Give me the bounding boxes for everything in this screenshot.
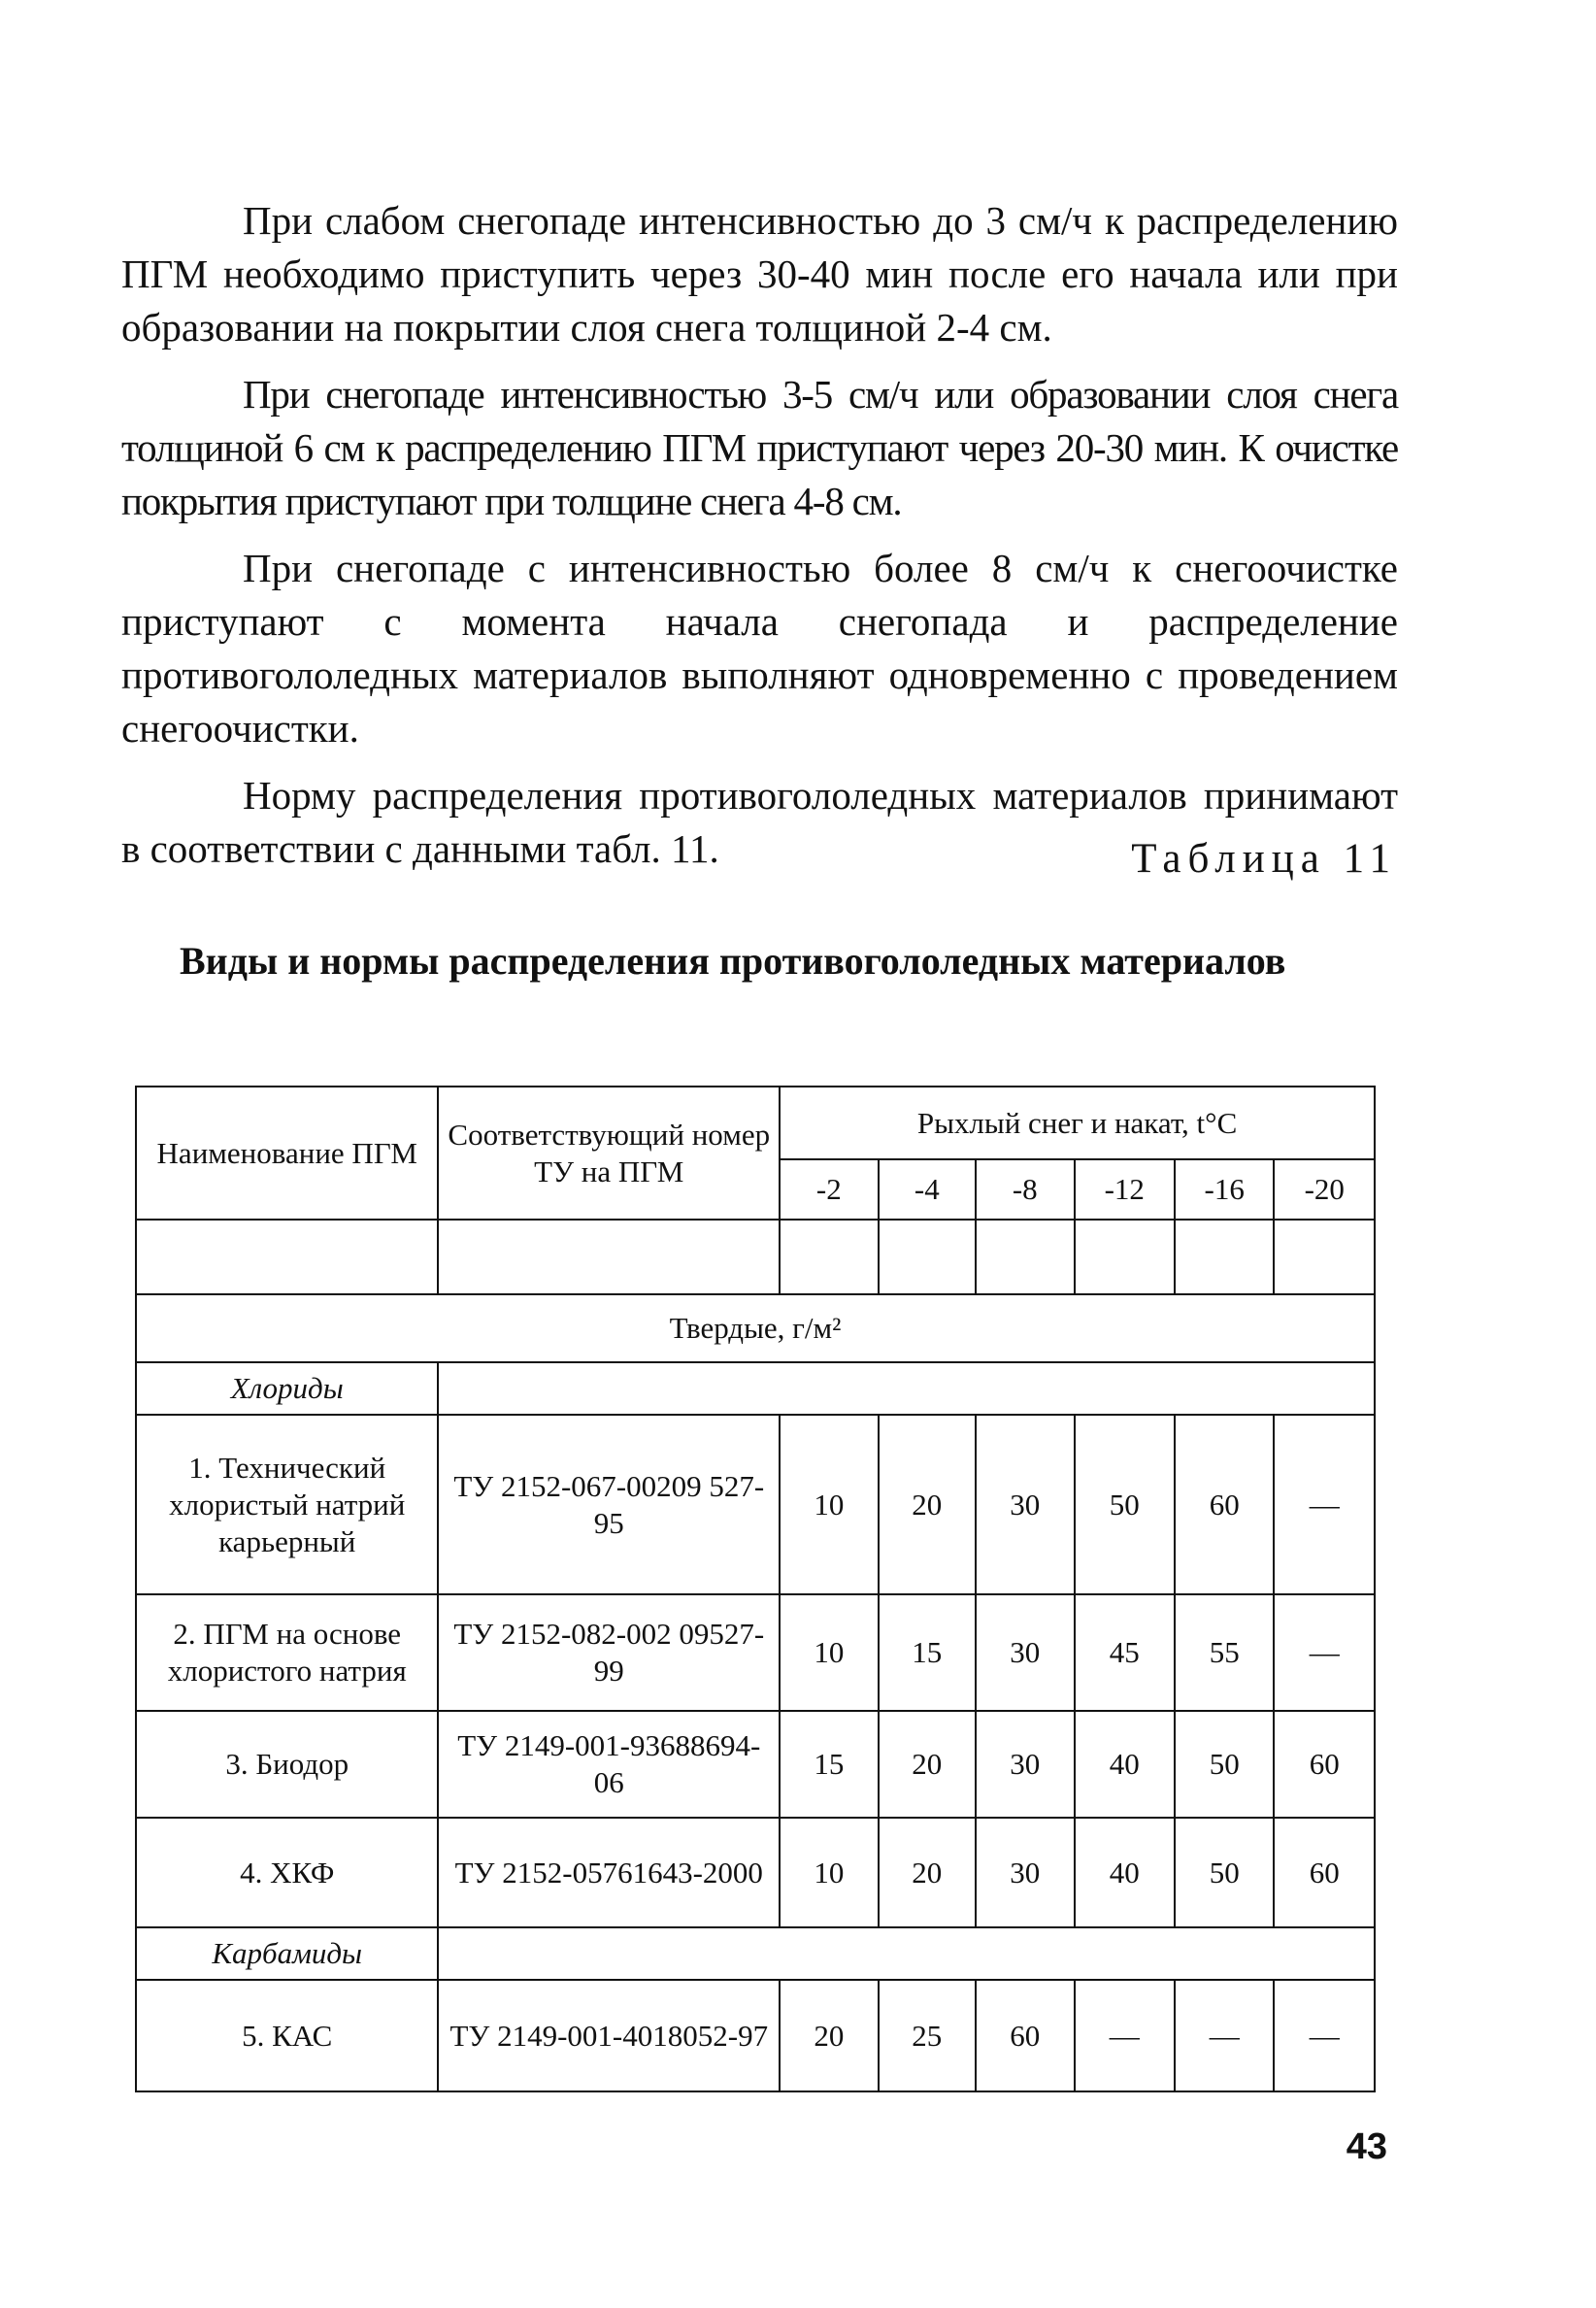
header-name: Наименование ПГМ (136, 1087, 438, 1220)
value-cell: 30 (976, 1818, 1074, 1927)
material-name: 2. ПГМ на основе хлористого натрия (136, 1594, 438, 1711)
header-temp: -12 (1075, 1159, 1175, 1220)
column-number (1175, 1220, 1274, 1294)
value-cell: 40 (1075, 1818, 1175, 1927)
header-temp: -16 (1175, 1159, 1274, 1220)
value-cell: — (1274, 1415, 1375, 1594)
group-name: Карбамиды (136, 1927, 438, 1980)
header-temp: -4 (879, 1159, 976, 1220)
table-row (136, 1818, 1375, 1927)
paragraph-3: При снегопаде с интенсивностью более 8 см/ч к снегоочистке приступают с момента начала снегопада и распределение противогололедных материалов выполняют одновременно с проведением снегоочистки. (121, 546, 1398, 751)
column-number (879, 1220, 976, 1294)
table-row (136, 1711, 1375, 1818)
norms-table (135, 1086, 1376, 2092)
value-cell: 60 (1175, 1415, 1274, 1594)
material-tu: ТУ 2149-001-93688694-06 (438, 1711, 780, 1818)
column-number-row (136, 1220, 1375, 1294)
value-cell: 45 (1075, 1594, 1175, 1711)
value-cell: — (1274, 1980, 1375, 2091)
material-tu: ТУ 2152-082-002 09527-99 (438, 1594, 780, 1711)
group-spacer (438, 1927, 1375, 1980)
value-cell: — (1075, 1980, 1175, 2091)
table-row (136, 1980, 1375, 2091)
value-cell: — (1175, 1980, 1274, 2091)
material-name: 1. Технический хлористый натрий карьерный (136, 1415, 438, 1594)
material-tu: ТУ 2152-067-00209 527-95 (438, 1415, 780, 1594)
value-cell: 20 (879, 1711, 976, 1818)
body-text (121, 194, 1398, 889)
table-row (136, 1594, 1375, 1711)
paragraph-4: Норму распределения противогололедных материалов принимают в соответствии с данными табл. 11. (121, 773, 1398, 871)
group-name: Хлориды (136, 1362, 438, 1415)
page-number: 43 (1346, 2126, 1387, 2167)
value-cell: 50 (1075, 1415, 1175, 1594)
column-number (438, 1220, 780, 1294)
header-row-1 (136, 1087, 1375, 1159)
group-row (136, 1362, 1375, 1415)
value-cell: 50 (1175, 1711, 1274, 1818)
material-tu: ТУ 2149-001-4018052-97 (438, 1980, 780, 2091)
value-cell: 30 (976, 1594, 1074, 1711)
material-name: 4. ХКФ (136, 1818, 438, 1927)
material-tu: ТУ 2152-05761643-2000 (438, 1818, 780, 1927)
group-spacer (438, 1362, 1375, 1415)
table-label: Таблица 11 (1131, 836, 1397, 882)
value-cell: 60 (1274, 1711, 1375, 1818)
value-cell: 20 (879, 1415, 976, 1594)
header-temp: -8 (976, 1159, 1074, 1220)
column-number (976, 1220, 1074, 1294)
value-cell: 50 (1175, 1818, 1274, 1927)
column-number (780, 1220, 878, 1294)
table-title: Виды и нормы распределения противогололедных материалов (180, 939, 1286, 983)
paragraph-2: При снегопаде интенсивностью 3-5 см/ч или образовании слоя снега толщиной 6 см к распределению ПГМ приступают через 20-30 мин. К очистке покрытия приступают при толщине снега 4-8 см. (121, 372, 1398, 523)
header-group: Рыхлый снег и накат, t°С (780, 1087, 1375, 1159)
value-cell: 15 (879, 1594, 976, 1711)
paragraph-1: При слабом снегопаде интенсивностью до 3 см/ч к распределению ПГМ необходимо приступить через 30-40 мин после его начала или при образовании на покрытии слоя снега толщиной 2-4 см. (121, 198, 1398, 350)
header-tu: Соответствующий номер ТУ на ПГМ (438, 1087, 780, 1220)
column-number (1075, 1220, 1175, 1294)
value-cell: 25 (879, 1980, 976, 2091)
table-row (136, 1415, 1375, 1594)
value-cell: 55 (1175, 1594, 1274, 1711)
value-cell: 40 (1075, 1711, 1175, 1818)
value-cell: 60 (1274, 1818, 1375, 1927)
value-cell: 10 (780, 1415, 878, 1594)
value-cell: 10 (780, 1818, 878, 1927)
value-cell: 20 (879, 1818, 976, 1927)
header-temp: -20 (1274, 1159, 1375, 1220)
value-cell: 30 (976, 1415, 1074, 1594)
value-cell: 20 (780, 1980, 878, 2091)
section-row (136, 1294, 1375, 1362)
section-label: Твердые, г/м² (136, 1294, 1375, 1362)
value-cell: 10 (780, 1594, 878, 1711)
material-name: 3. Биодор (136, 1711, 438, 1818)
value-cell: — (1274, 1594, 1375, 1711)
column-number (136, 1220, 438, 1294)
column-number (1274, 1220, 1375, 1294)
material-name: 5. КАС (136, 1980, 438, 2091)
value-cell: 30 (976, 1711, 1074, 1818)
value-cell: 15 (780, 1711, 878, 1818)
group-row (136, 1927, 1375, 1980)
value-cell: 60 (976, 1980, 1074, 2091)
header-temp: -2 (780, 1159, 878, 1220)
